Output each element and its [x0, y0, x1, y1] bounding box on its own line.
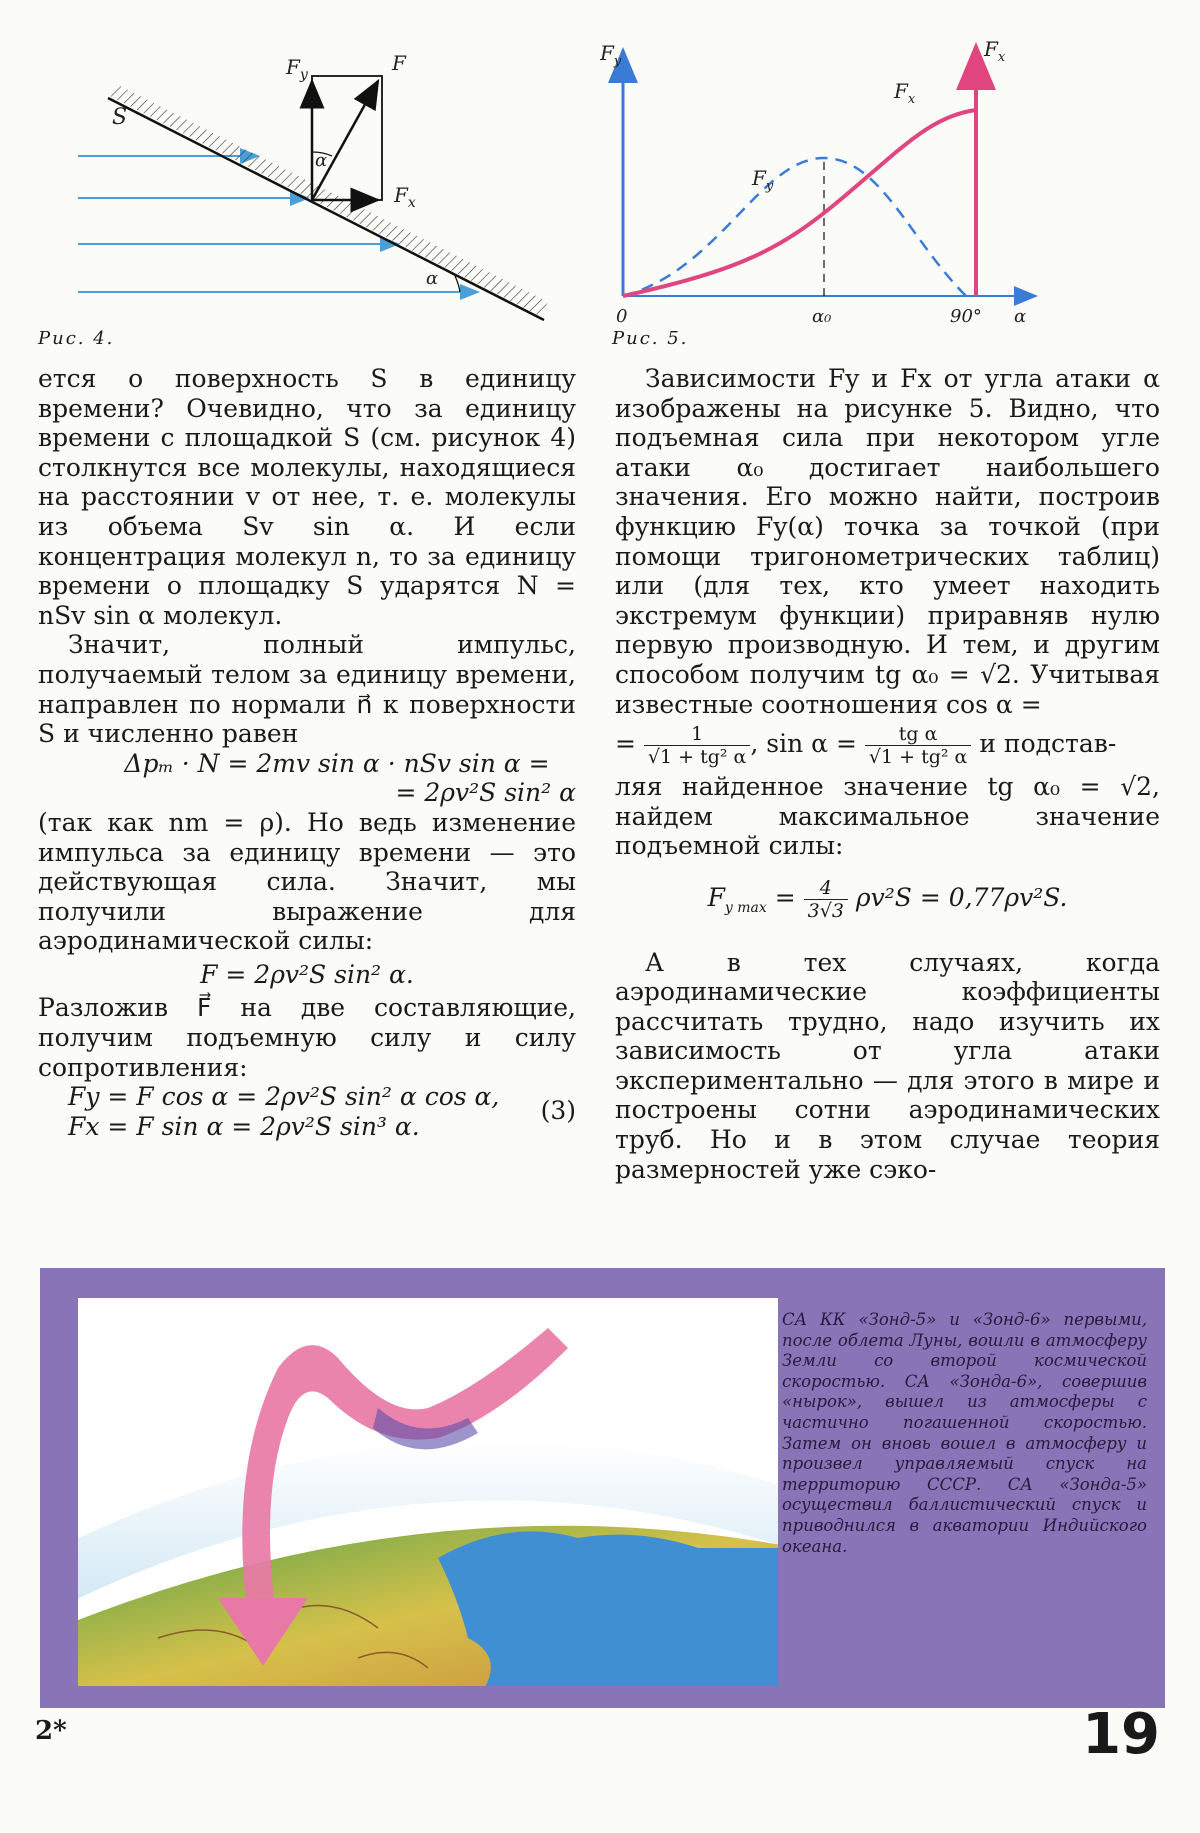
page-number: 19: [1082, 1702, 1160, 1767]
label-90deg: 90°: [950, 306, 982, 327]
force-f-vector: [312, 81, 378, 200]
label-origin: 0: [616, 306, 628, 327]
fmax-sub: y max: [724, 899, 767, 916]
fraction-fmax-num: 4: [804, 877, 848, 900]
fraction-sin-den: √1 + tg² α: [868, 746, 968, 769]
fraction-cos-den: √1 + tg² α: [647, 746, 747, 769]
fraction-fmax: [804, 877, 848, 922]
fy-curve: [623, 158, 966, 296]
right-paragraph-2: А в тех случаях, когда аэродинамические коэффициенты рассчитать трудно, надо изучить их зависимость от угла атаки экспериментально — для этого в мире и построены сотни аэродинамических труб. Но и в этом случае теория размерностей уже сэко-: [615, 947, 1160, 1184]
signature-mark: 2*: [35, 1716, 67, 1746]
left-paragraph-4: Разложив F⃗ на две составляющие, получим подъемную силу и силу сопротивления:: [38, 993, 576, 1082]
label-fy-curve: $F_y$: [752, 166, 774, 194]
fraction-sin: [865, 723, 971, 768]
formula-number: (3): [540, 1096, 576, 1126]
right-paragraph-1-cont: ляя найденное значение tg α₀ = √2, найдем максимальное значение подъемной силы:: [615, 772, 1160, 861]
right-fraction-line: [615, 723, 1160, 768]
label-fx-curve: $F_x$: [894, 79, 916, 107]
fraction-line-equals: =: [615, 729, 636, 759]
label-y-axis: $F_y$: [600, 41, 622, 69]
right-column: [615, 364, 1160, 1184]
banner-caption: СА КК «Зонд-5» и «Зонд-6» первыми, после облета Луны, вошли в атмосферу Земли со второй космической скоростью. СА «Зонда-6», совершив «нырок», вышел из атмосферы с частично погашенной скоростью. Затем он вновь вошел в атмосферу и произвел управляемый спуск на территорию СССР. СА «Зонда-5» осуществил баллистический спуск и приводнился в акватории Индийского океана.: [782, 1310, 1147, 1556]
figure-4: [60, 48, 560, 328]
label-s: S: [112, 105, 128, 130]
left-paragraph-2: Значит, полный импульс, получаемый телом за единицу времени, направлен по нормали n⃗ к поверхности S и численно равен: [38, 630, 576, 749]
after-fraction-text: и подстав-: [971, 729, 1117, 759]
formula-fx: Fx = F sin α = 2ρv²S sin³ α.: [68, 1111, 420, 1141]
formula-block-3: [38, 1082, 576, 1141]
formula-aero-force: F = 2ρv²S sin² α.: [200, 959, 414, 989]
left-column: [38, 364, 576, 1141]
surface-line: [108, 98, 544, 320]
fmax-eq: =: [774, 882, 796, 912]
fx-curve: [623, 110, 976, 296]
formula-fy-max: [615, 877, 1160, 924]
fmax-left: F: [707, 882, 725, 912]
left-paragraph-1: ется о поверхность S в единицу времени? Очевидно, что за единицу времени с площадкой S (см. рисунок 4) столкнутся все молекулы, находящиеся на расстоянии v от нее, т. е. молекулы из объема Sv sin α. И если концентрация молекул n, то за единицу времени о площадку S ударятся N = nSv sin α молекул.: [38, 364, 576, 630]
fmax-right: ρv²S = 0,77ρv²S.: [855, 882, 1068, 912]
formula-momentum-1: Δpₘ · N = 2mv sin α · nSv sin α =: [124, 748, 550, 778]
left-paragraph-3: (так как nm = ρ). Но ведь изменение импульса за единицу времени — это действующая сила. Значит, мы получили выражение для аэродинамической силы:: [38, 807, 576, 956]
formula-fy: Fy = F cos α = 2ρv²S sin² α cos α,: [68, 1082, 500, 1112]
fraction-fmax-den: 3√3: [807, 899, 844, 922]
fraction-cos-num: 1: [644, 723, 750, 746]
zond-illustration: [78, 1298, 778, 1686]
label-x-axis: α: [1014, 306, 1027, 327]
sin-text: , sin α =: [750, 729, 857, 759]
fraction-sin-num: tg α: [865, 723, 971, 746]
label-fx-top: $F_x$: [984, 40, 1006, 65]
figure-5: [600, 40, 1050, 330]
angle-arc-bottom: [455, 276, 460, 292]
figure-4-caption: Рис. 4.: [38, 328, 115, 349]
label-alpha0: α₀: [812, 306, 832, 327]
earth-reentry-image: [78, 1298, 778, 1686]
label-fx: $F_x$: [394, 183, 416, 211]
right-paragraph-1: Зависимости Fy и Fx от угла атаки α изображены на рисунке 5. Видно, что подъемная сила при некотором угле атаки α₀ достигает наибольшего значения. Его можно найти, построив функцию Fy(α) точка за точкой (при помощи тригонометрических таблиц) или (для тех, кто умеет находить экстремум функции) приравняв нулю первую производную. И тем, и другим способом получим tg α₀ = √2. Учитывая известные соотношения cos α =: [615, 364, 1160, 719]
formula-momentum-2: = 2ρv²S sin² α: [395, 778, 576, 808]
figure-5-caption: Рис. 5.: [612, 328, 689, 349]
label-fy: $F_y$: [286, 55, 308, 83]
label-alpha-top: α: [315, 150, 328, 171]
zond-banner: [40, 1268, 1165, 1708]
label-f: F: [392, 51, 406, 75]
label-alpha-bottom: α: [426, 268, 439, 289]
fraction-cos: [644, 723, 750, 768]
